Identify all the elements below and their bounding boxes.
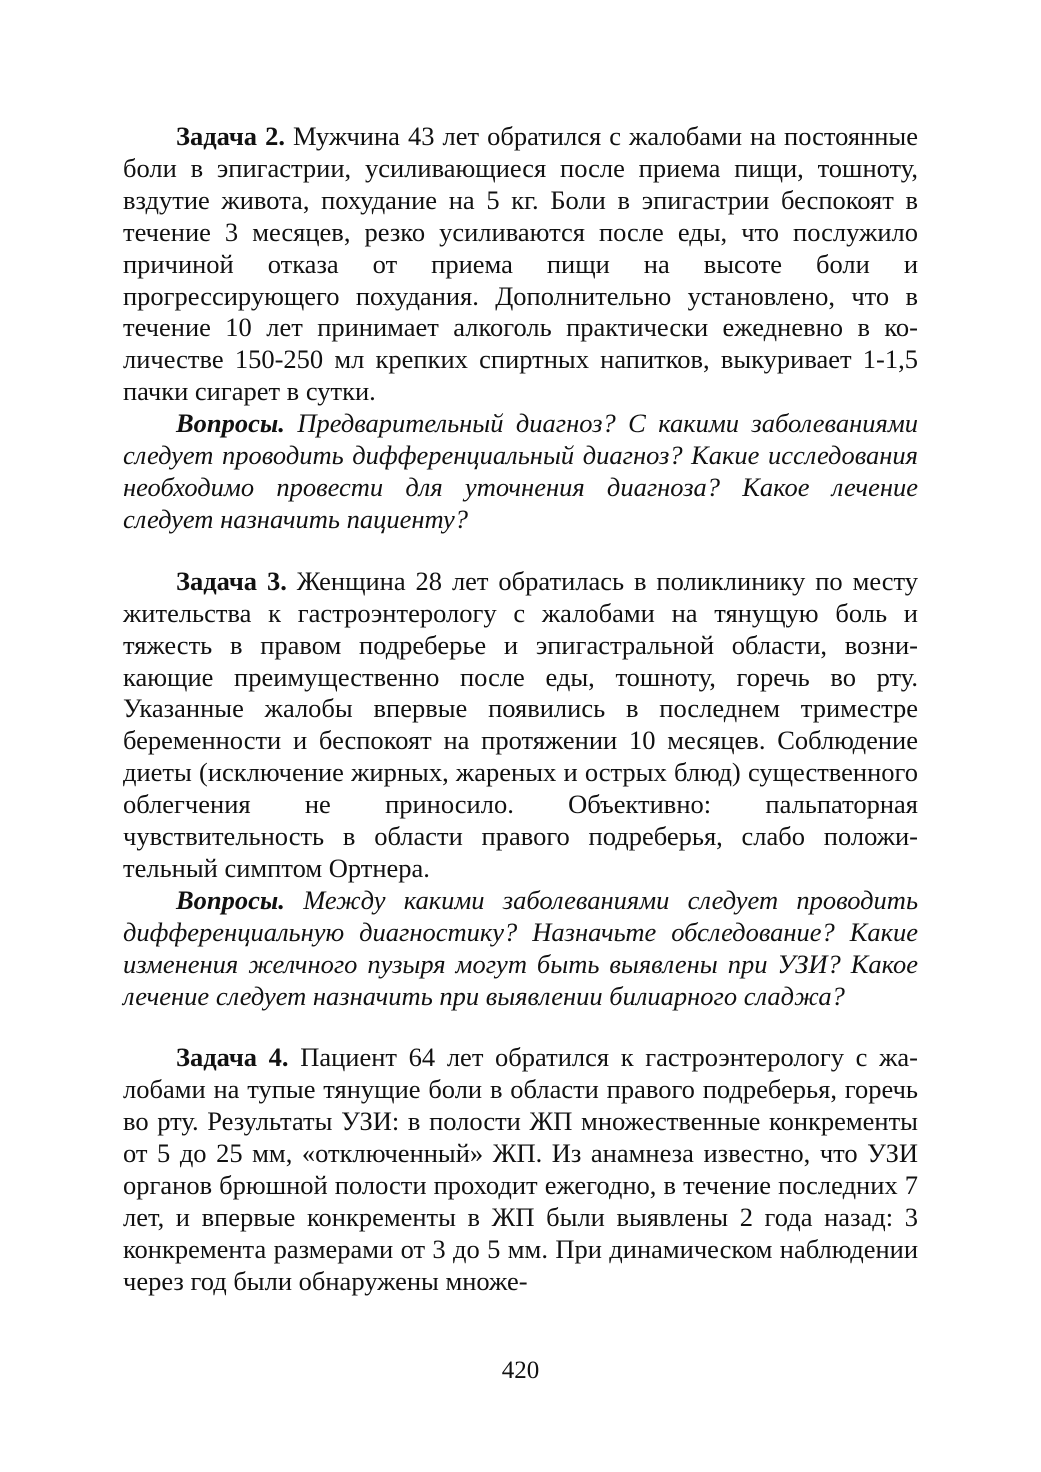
task-3: [123, 566, 918, 1013]
task-3-questions-label: Вопросы.: [176, 884, 285, 915]
task-2-questions-label: Вопросы.: [176, 408, 285, 439]
task-separator: [123, 1012, 918, 1042]
task-2-description: [123, 121, 918, 408]
task-3-description: [123, 566, 918, 885]
task-4-label: Задача 4.: [176, 1042, 289, 1073]
task-3-questions: [123, 885, 918, 1013]
task-2-label: Задача 2.: [176, 121, 285, 151]
task-3-label: Задача 3.: [176, 565, 287, 596]
task-4-description: [123, 1042, 918, 1297]
task-2-questions-text: Предварительный диагноз? С какими заболеваниями следует проводить дифференциальный диагноз? Какие исследования необходимо провести для уточнения диагноза? Какое лечение следует назначить пациенту?: [123, 408, 918, 534]
task-3-text: Женщина 28 лет обратилась в поликлинику по месту жительства к гастроэнтерологу с жалобами на тянущую боль и тяжесть в правом подреберье и эпигастральной области, возникающие преимущественно после еды, тошноту, горечь во рту. Указанные жалобы впервые появились в последнем триместре беременности и беспокоят на протяжении 10 месяцев. Соблюдение диеты (исключение жирных, жареных и острых блюд) существенного облегчения не приносило. Объективно: пальпаторная чувствительность в области правого подреберья, слабо положительный симптом Ортнера.: [123, 565, 919, 883]
task-2-questions: [123, 408, 918, 536]
page-body: [123, 121, 918, 1298]
page-number: 420: [501, 1357, 540, 1384]
task-2: [123, 121, 918, 536]
task-4-text: Пациент 64 лет обратился к гастроэнтерологу с жалобами на тупые тянущие боли в области правого подреберья, горечь во рту. Результаты УЗИ: в полости ЖП множественные конкременты от 5 до 25 мм, «отключенный» ЖП. Из анамнеза известно, что УЗИ органов брюшной полости проходит ежегодно, в течение последних 7 лет, и впервые конкременты в ЖП были выявлены 2 года назад: 3 конкремента размерами от 3 до 5 мм. При динамическом наблюдении через год были обнаружены множе-: [123, 1042, 918, 1296]
task-4: [123, 1042, 918, 1297]
task-3-questions-text: Между какими заболеваниями следует проводить дифференциальную диагностику? Назначьте обследование? Какие изменения желчного пузыря могут быть выявлены при УЗИ? Какое лечение следует назначить при выявлении билиарного сладжа?: [123, 884, 918, 1011]
task-2-text: Мужчина 43 лет обратился с жалобами на постоянные боли в эпигастрии, усиливающиеся после приема пищи, тошноту, вздутие живота, похудание на 5 кг. Боли в эпигастрии беспокоят в течение 3 месяцев, резко усиливаются после еды, что послужило причиной отказа от приема пищи на высоте боли и прогрессирующего похудания. Дополнительно установлено, что в течение 10 лет принимает алкоголь практически ежедневно в количестве 150-250 мл крепких спиртных напитков, выкуривает 1-1,5 пачки сигарет в сутки.: [123, 121, 918, 407]
task-separator: [123, 536, 918, 566]
